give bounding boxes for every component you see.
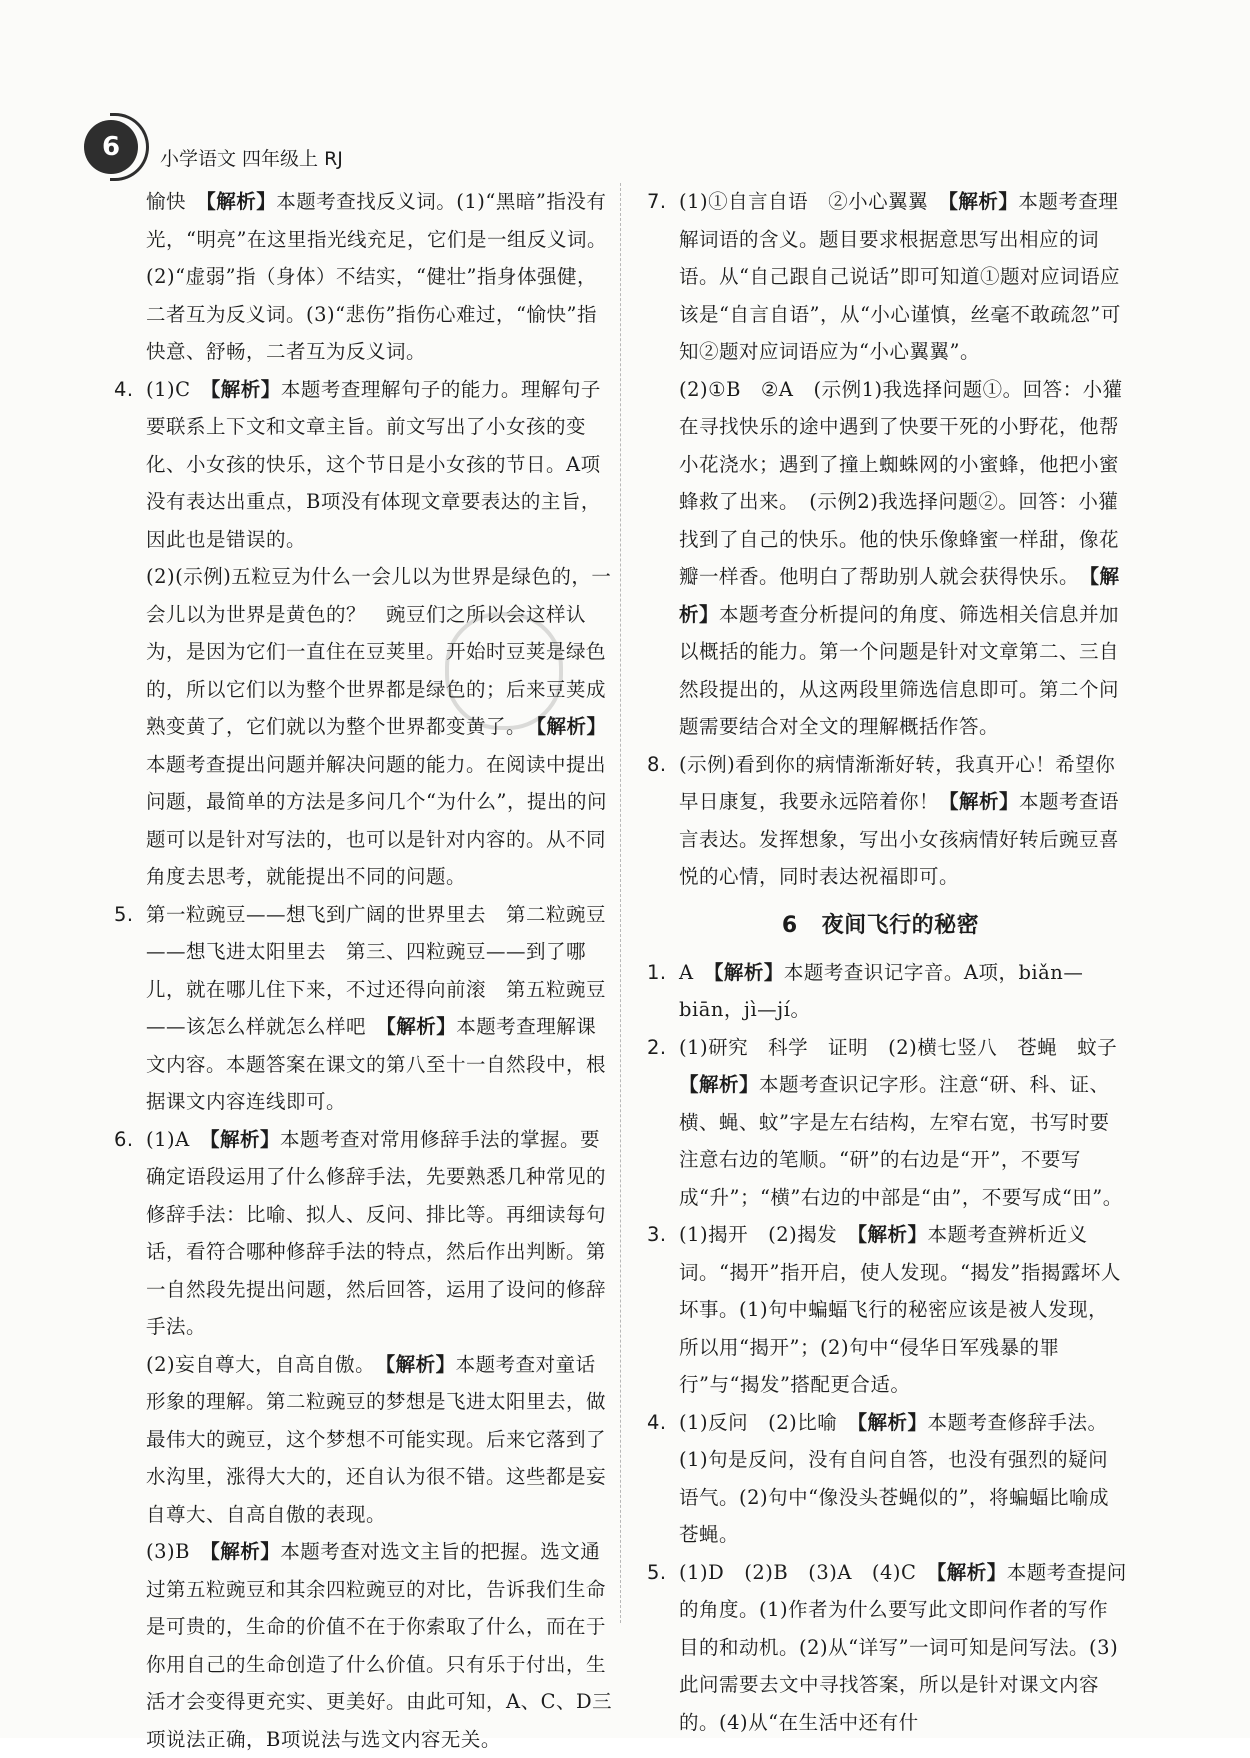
book-title: 小学语文 四年级上 RJ xyxy=(160,148,343,170)
answer-6-part-2: (2)妄自尊大，自高自傲。 【解析】本题考查对童话形象的理解。第二粒豌豆的梦想是飞进太阳里去，做最伟大的豌豆，这个梦想不可能实现。后来它落到了水沟里，涨得大大的，还自认为很不错。这些都是妄自尊大、自高自傲的表现。 xyxy=(146,1352,607,1526)
answer-4-part-2: (2)(示例)五粒豆为什么一会儿以为世界是绿色的，一会儿以为世界是黄色的？ 豌豆们之所以会这样认为，是因为它们一直住在豆荚里。开始时豆荚是绿色的，所以它们以为整个世界都是绿色的；后来豆荚成熟变黄了，它们就以为整个世界都变黄了。 【解析】本题考查提出问题并解决问题的能力。在阅读中提出问题，最简单的方法是多问几个“为什么”，提出的问题可以是针对写法的，也可以是针对内容的。从不同角度去思考，就能提出不同的问题。 xyxy=(146,565,612,888)
answer-7-part-2: (2)①B ②A (示例1)我选择问题①。回答：小獾在寻找快乐的途中遇到了快要干死的小野花，他帮小花浇水；遇到了撞上蜘蛛网的小蜜蜂，他把小蜜蜂救了出来。 (示例2)我选择问题②。回答：小獾找到了自己的快乐。他的快乐像蜂蜜一样甜，像花瓣一样香。他明白了帮助别人就会获得快乐。 【解析】本题考查分析提问的角度、筛选相关信息并加以概括的能力。第一个问题是针对文章第二、三自然段提出的，从这两段里筛选信息即可。第二个问题需要结合对全文的理解概括作答。 xyxy=(679,377,1123,738)
answer-4: 4. (1)C 【解析】本题考查理解句子的能力。理解句子要联系上下文和文章主旨。前文写出了小女孩的变化、小女孩的快乐，这个节日是小女孩的节日。A项没有表达出重点，B项没有体现文章要表达的主旨，因此也是错误的。 xyxy=(114,377,601,551)
answer-8: 8. (示例)看到你的病情渐渐好转，我真开心！希望你早日康复，我要永远陪着你！【解析】本题考查语言表达。发挥想象，写出小女孩病情好转后豌豆喜悦的心情，同时表达祝福即可。 xyxy=(647,752,1120,888)
column-divider xyxy=(620,183,621,1623)
right-column xyxy=(633,183,1138,1741)
section6-answer-1: 1. A 【解析】本题考查识记字音。A项，biǎn—biān，jì—jí。 xyxy=(647,960,1084,1021)
answer-6-part-3: (3)B 【解析】本题考查对选文主旨的把握。选文通过第五粒豌豆和其余四粒豌豆的对比，告诉我们生命是可贵的，生命的价值不在于你索取了什么，而在于你用自己的生命创造了什么价值。只有乐于付出，生活才会变得更充实、更美好。由此可知，A、C、D三项说法正确，B项说法与选文内容无关。 xyxy=(146,1540,613,1751)
page-number-badge: 6 xyxy=(84,120,138,174)
section6-answer-5: 5. (1)D (2)B (3)A (4)C 【解析】本题考查提问的角度。(1)作者为什么要写此文即问作者的写作目的和动机。(2)从“详写”一词可知是问写法。(3)此问需要去文中寻找答案，所以是针对课文内容的。(4)从“在生活中还有什 xyxy=(647,1560,1127,1734)
section6-answer-2: 2. (1)研究 科学 证明 (2)横七竖八 苍蝇 蚊子 【解析】本题考查识记字形。注意“研、科、证、横、蝇、蚊”字是左右结构，左窄右宽，书写时要注意右边的笔顺。“研”的右边是“开”，不要写成“升”；“横”右边的中部是“由”，不要写成“田”。 xyxy=(647,1035,1138,1209)
answer-7: 7. (1)①自言自语 ②小心翼翼 【解析】本题考查理解词语的含义。题目要求根据意思写出相应的词语。从“自己跟自己说话”即可知道①题对应词语应该是“自言自语”，从“小心谨慎，丝毫不敢疏忽”可知②题对应词语应为“小心翼翼”。 xyxy=(647,190,1121,363)
answer-6: 6. (1)A 【解析】本题考查对常用修辞手法的掌握。要确定语段运用了什么修辞手法，先要熟悉几种常见的修辞手法：比喻、拟人、反问、排比等。再细读每句话，看符合哪种修辞手法的特点，然后作出判断。第一自然段先提出问题，然后回答，运用了设问的修辞手法。 xyxy=(114,1127,607,1338)
answer-5: 5. 第一粒豌豆——想飞到广阔的世界里去 第二粒豌豆——想飞进太阳里去 第三、四粒豌豆——到了哪儿，就在哪儿住下来，不过还得向前滚 第五粒豌豆——该怎么样就怎么样吧 【解析】本题考查理解课文内容。本题答案在课文的第八至十一自然段中，根据课文内容连线即可。 xyxy=(114,902,607,1113)
section6-answer-3: 3. (1)揭开 (2)揭发 【解析】本题考查辨析近义词。“揭开”指开启，使人发现。“揭发”指揭露坏人坏事。(1)句中蝙蝠飞行的秘密应该是被人发现，所以用“揭开”；(2)句中“侵华日军残暴的罪行”与“揭发”搭配更合适。 xyxy=(647,1223,1121,1396)
section6-answer-4: 4. (1)反问 (2)比喻 【解析】本题考查修辞手法。(1)句是反问，没有自问自答，也没有强烈的疑问语气。(2)句中“像没头苍蝇似的”，将蝙蝠比喻成苍蝇。 xyxy=(647,1410,1110,1546)
answer-3-continued: 愉快 【解析】本题考查找反义词。(1)“黑暗”指没有光，“明亮”在这里指光线充足，它们是一组反义词。(2)“虚弱”指（身体）不结实，“健壮”指身体强健，二者互为反义词。(3)“悲伤”指伤心难过，“愉快”指快意、舒畅，二者互为反义词。 xyxy=(146,190,607,363)
section-title: 6 夜间飞行的秘密 xyxy=(781,912,980,938)
left-column xyxy=(100,183,613,1758)
